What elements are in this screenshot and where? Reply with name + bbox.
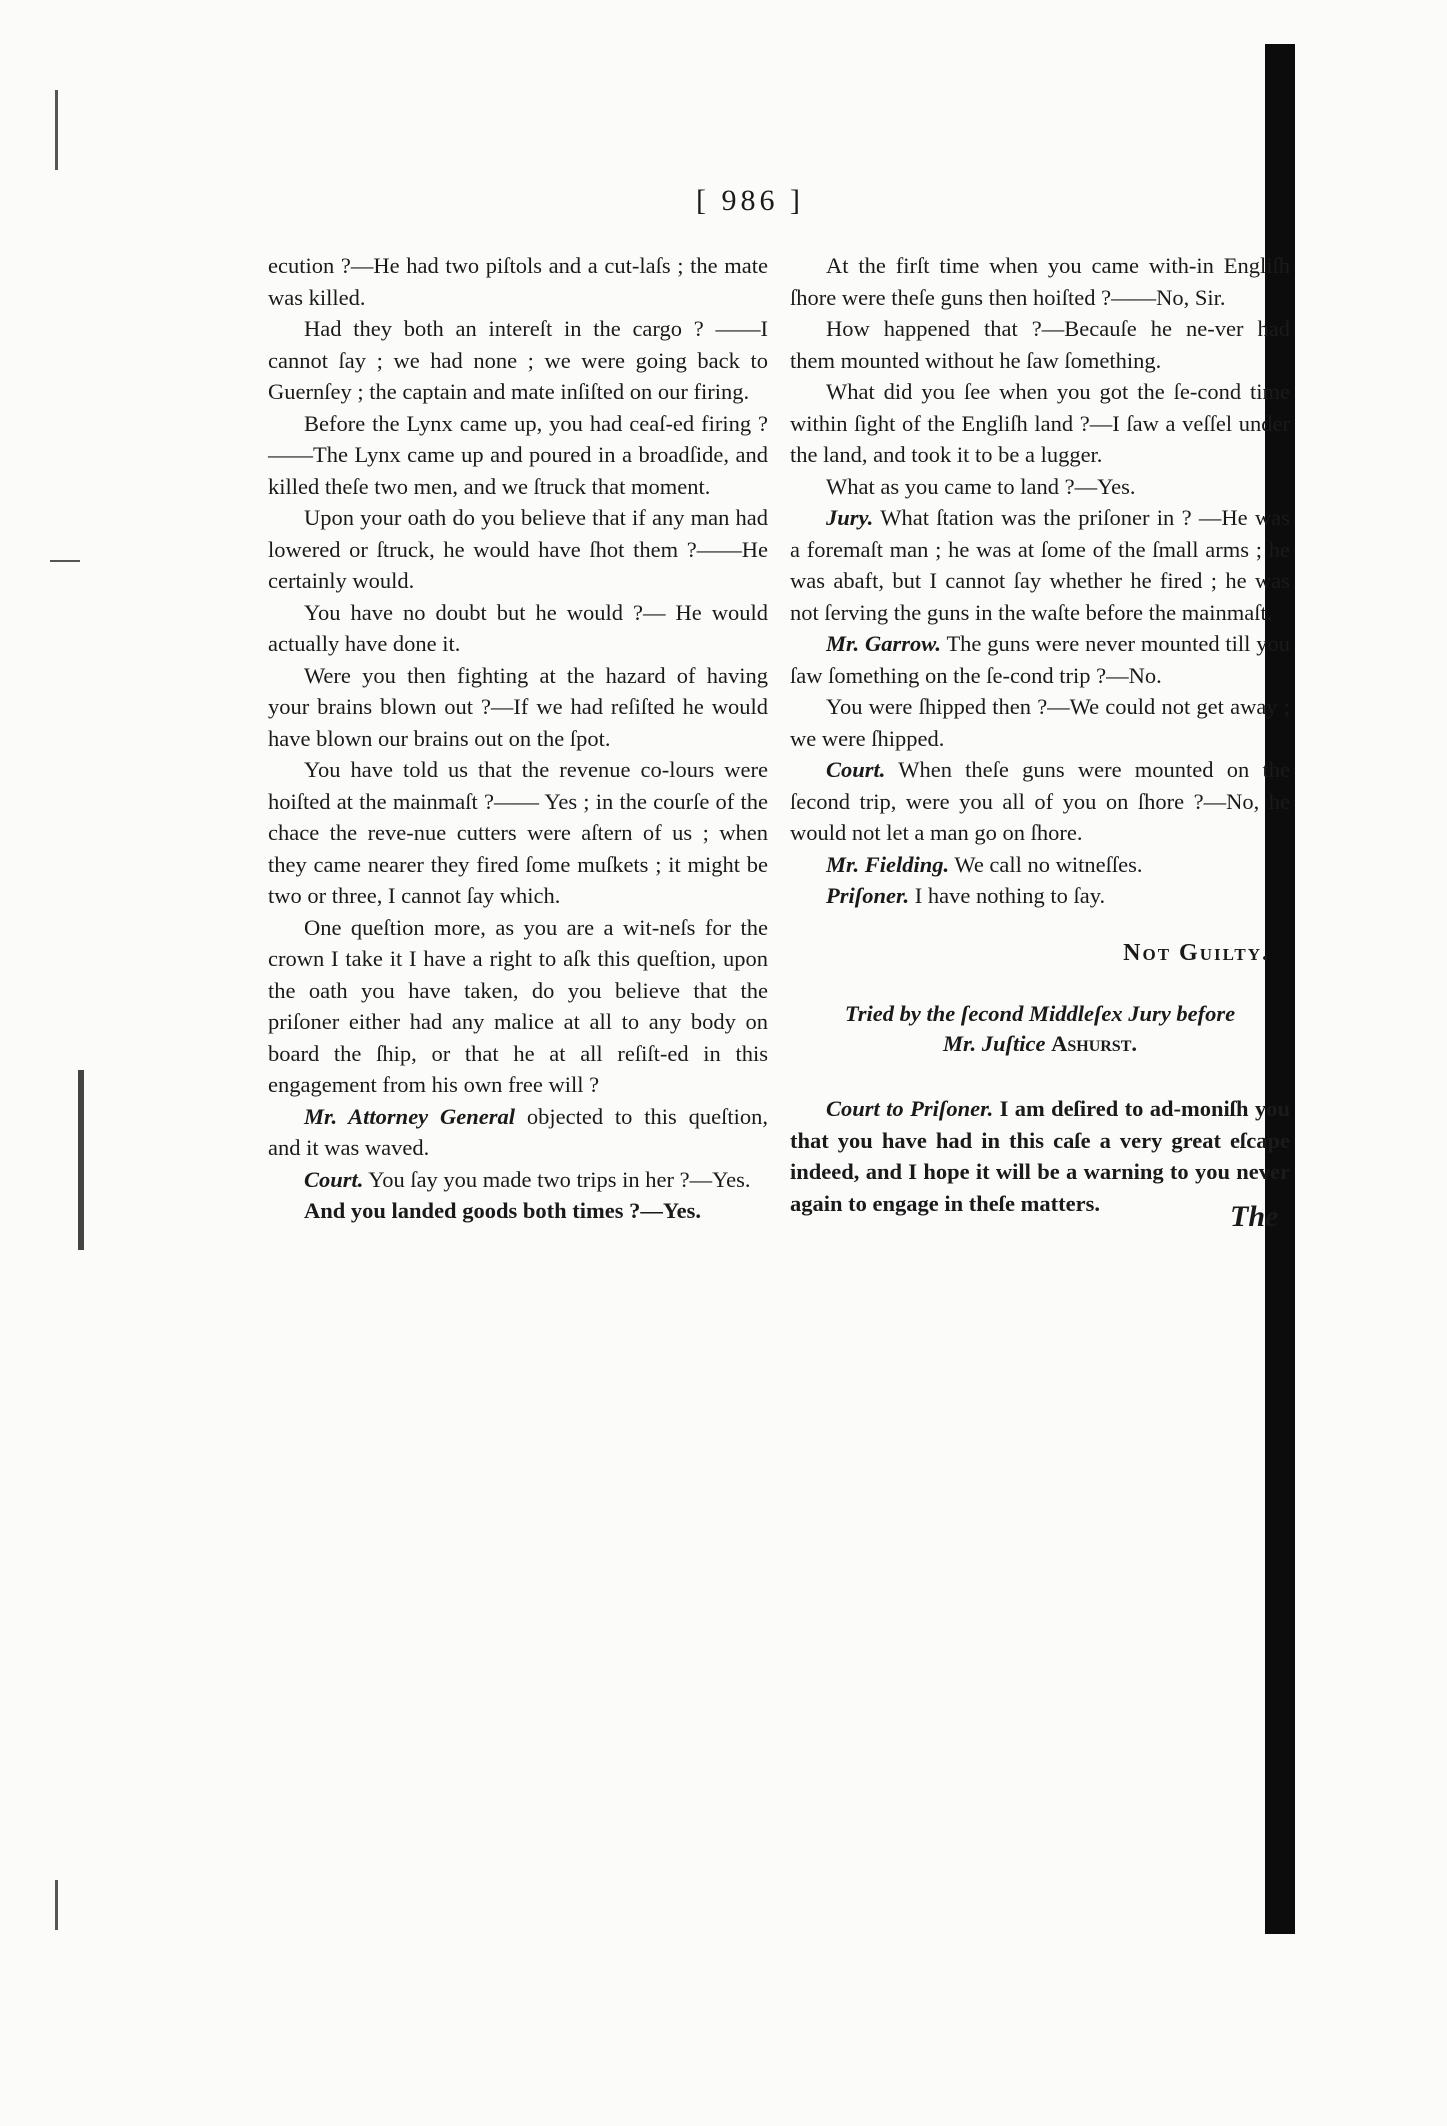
paragraph <box>790 250 1290 313</box>
paragraph-text: What did you ſee when you got the ſe-cond time within ſight of the Engliſh land ?—I ſaw a veſſel under the land, and took it to be a lugger. <box>790 379 1290 467</box>
paragraph <box>268 660 768 755</box>
paragraph-text: ecution ?—He had two piſtols and a cut-laſs ; the mate was killed. <box>268 253 768 310</box>
catchword: The <box>1230 1200 1279 1233</box>
paragraph-text: I have nothing to ſay. <box>909 883 1106 908</box>
trial-line-2: Mr. Juſtice <box>942 1031 1046 1056</box>
paragraph-text: Upon your oath do you believe that if any man had lowered or ſtruck, he would have ſhot them ?——He certainly would. <box>268 505 768 593</box>
paragraph-text: The guns were never mounted till you ſaw ſomething on the ſe-cond trip ?—No. <box>790 631 1290 688</box>
paragraph-text: Were you then fighting at the hazard of having your brains blown out ?—If we had reſiſted he would have blown our brains out on the ſpot. <box>268 662 768 751</box>
paragraph-text: We call no witneſſes. <box>949 851 1143 877</box>
paragraph-text: I am deſired to ad-moniſh you that you have had in this caſe a very great eſcape indeed, and I hope it will be a warning to you never again to engage in theſe matters. <box>790 1096 1290 1216</box>
speaker-label: Court to Priſoner. <box>826 1096 994 1121</box>
speaker-label: Court. <box>304 1166 364 1192</box>
paragraph <box>268 408 768 503</box>
paragraph-text: objected to this queſtion, and it was waved. <box>268 1103 768 1160</box>
paragraph <box>268 313 768 408</box>
paragraph <box>268 1195 768 1227</box>
edge-mark <box>55 90 58 170</box>
edge-mark <box>78 1070 84 1250</box>
closing-paragraph <box>790 1093 1290 1219</box>
trial-line-1: Tried by the ſecond Middleſex Jury before <box>844 1001 1236 1026</box>
paragraph <box>268 1164 768 1196</box>
paragraph <box>790 880 1290 912</box>
paragraph <box>790 691 1290 754</box>
paragraph-text: At the firſt time when you came with-in Engliſh ſhore were theſe guns then hoiſted ?——No, Sir. <box>790 253 1290 310</box>
right-column <box>790 250 1290 1219</box>
paragraph-text: What as you came to land ?—Yes. <box>826 473 1136 499</box>
paragraph-text: You have told us that the revenue co-lours were hoiſted at the mainmaſt ?—— Yes ; in the courſe of the chace the reve-nue cutters were aſtern of us ; when they came nearer they fired ſome muſkets ; it might be two or three, I cannot ſay which. <box>268 757 768 908</box>
paragraph-text: You have no doubt but he would ?— He would actually have done it. <box>268 599 768 656</box>
paragraph-text: Before the Lynx came up, you had ceaſ-ed firing ?——The Lynx came up and poured in a broadſide, and killed theſe two men, and we ſtruck that moment. <box>268 410 768 499</box>
speaker-label: Jury. <box>826 505 874 530</box>
speaker-label: Mr. Fielding. <box>826 851 950 877</box>
paragraph <box>268 1101 768 1164</box>
paragraph-text: You were ſhipped then ?—We could not get away ; we were ſhipped. <box>790 694 1290 751</box>
speaker-label: Priſoner. <box>826 883 910 908</box>
speaker-label: Mr. Garrow. <box>826 631 942 656</box>
paragraph-text: What ſtation was the priſoner in ? —He was a foremaſt man ; he was at ſome of the ſmall arms ; he was abaft, but I cannot ſay whether he fired ; he was not ſerving the guns in the waſte before the mainmaſt. <box>790 505 1290 625</box>
paragraph <box>790 628 1290 691</box>
paragraph <box>790 376 1290 471</box>
speaker-label: Mr. Attorney General <box>304 1103 516 1129</box>
edge-mark <box>50 560 80 562</box>
paragraph-text: When theſe guns were mounted on the ſecond trip, were you all of you on ſhore ?—No, he would not let a man go on ſhore. <box>790 757 1290 845</box>
paragraph-text: One queſtion more, as you are a wit-neſs for the crown I take it I have a right to aſk this queſtion, upon the oath you have taken, do you believe that the priſoner either had any malice at all to any body on board the ſhip, or that he at all reſiſt-ed in this engagement from his own free will ? <box>268 914 768 1097</box>
judge-name: Ashurst. <box>1051 1031 1138 1056</box>
paragraph <box>268 912 768 1101</box>
paragraph <box>268 754 768 912</box>
paragraph <box>268 250 768 313</box>
paragraph-text: Had they both an intereſt in the cargo ? ——I cannot ſay ; we had none ; we were going back to Guernſey ; the captain and mate inſiſted on our firing. <box>268 316 768 404</box>
paragraph-text: How happened that ?—Becauſe he ne-ver had them mounted without he ſaw ſomething. <box>790 316 1290 373</box>
paragraph <box>790 849 1290 881</box>
paragraph-text: And you landed goods both times ?—Yes. <box>304 1198 701 1223</box>
paragraph <box>790 471 1290 503</box>
paragraph <box>268 502 768 597</box>
paragraph <box>790 754 1290 849</box>
page-number: [ 986 ] <box>696 184 804 217</box>
paragraph <box>790 313 1290 376</box>
edge-mark <box>55 1880 58 1930</box>
paragraph-text: You ſay you made two trips in her ?—Yes. <box>363 1166 751 1192</box>
paragraph <box>790 502 1290 628</box>
speaker-label: Court. <box>826 757 886 782</box>
left-column <box>268 250 768 1227</box>
trial-note <box>790 999 1290 1059</box>
paragraph <box>268 597 768 660</box>
verdict: Not Guilty. <box>1123 939 1270 966</box>
